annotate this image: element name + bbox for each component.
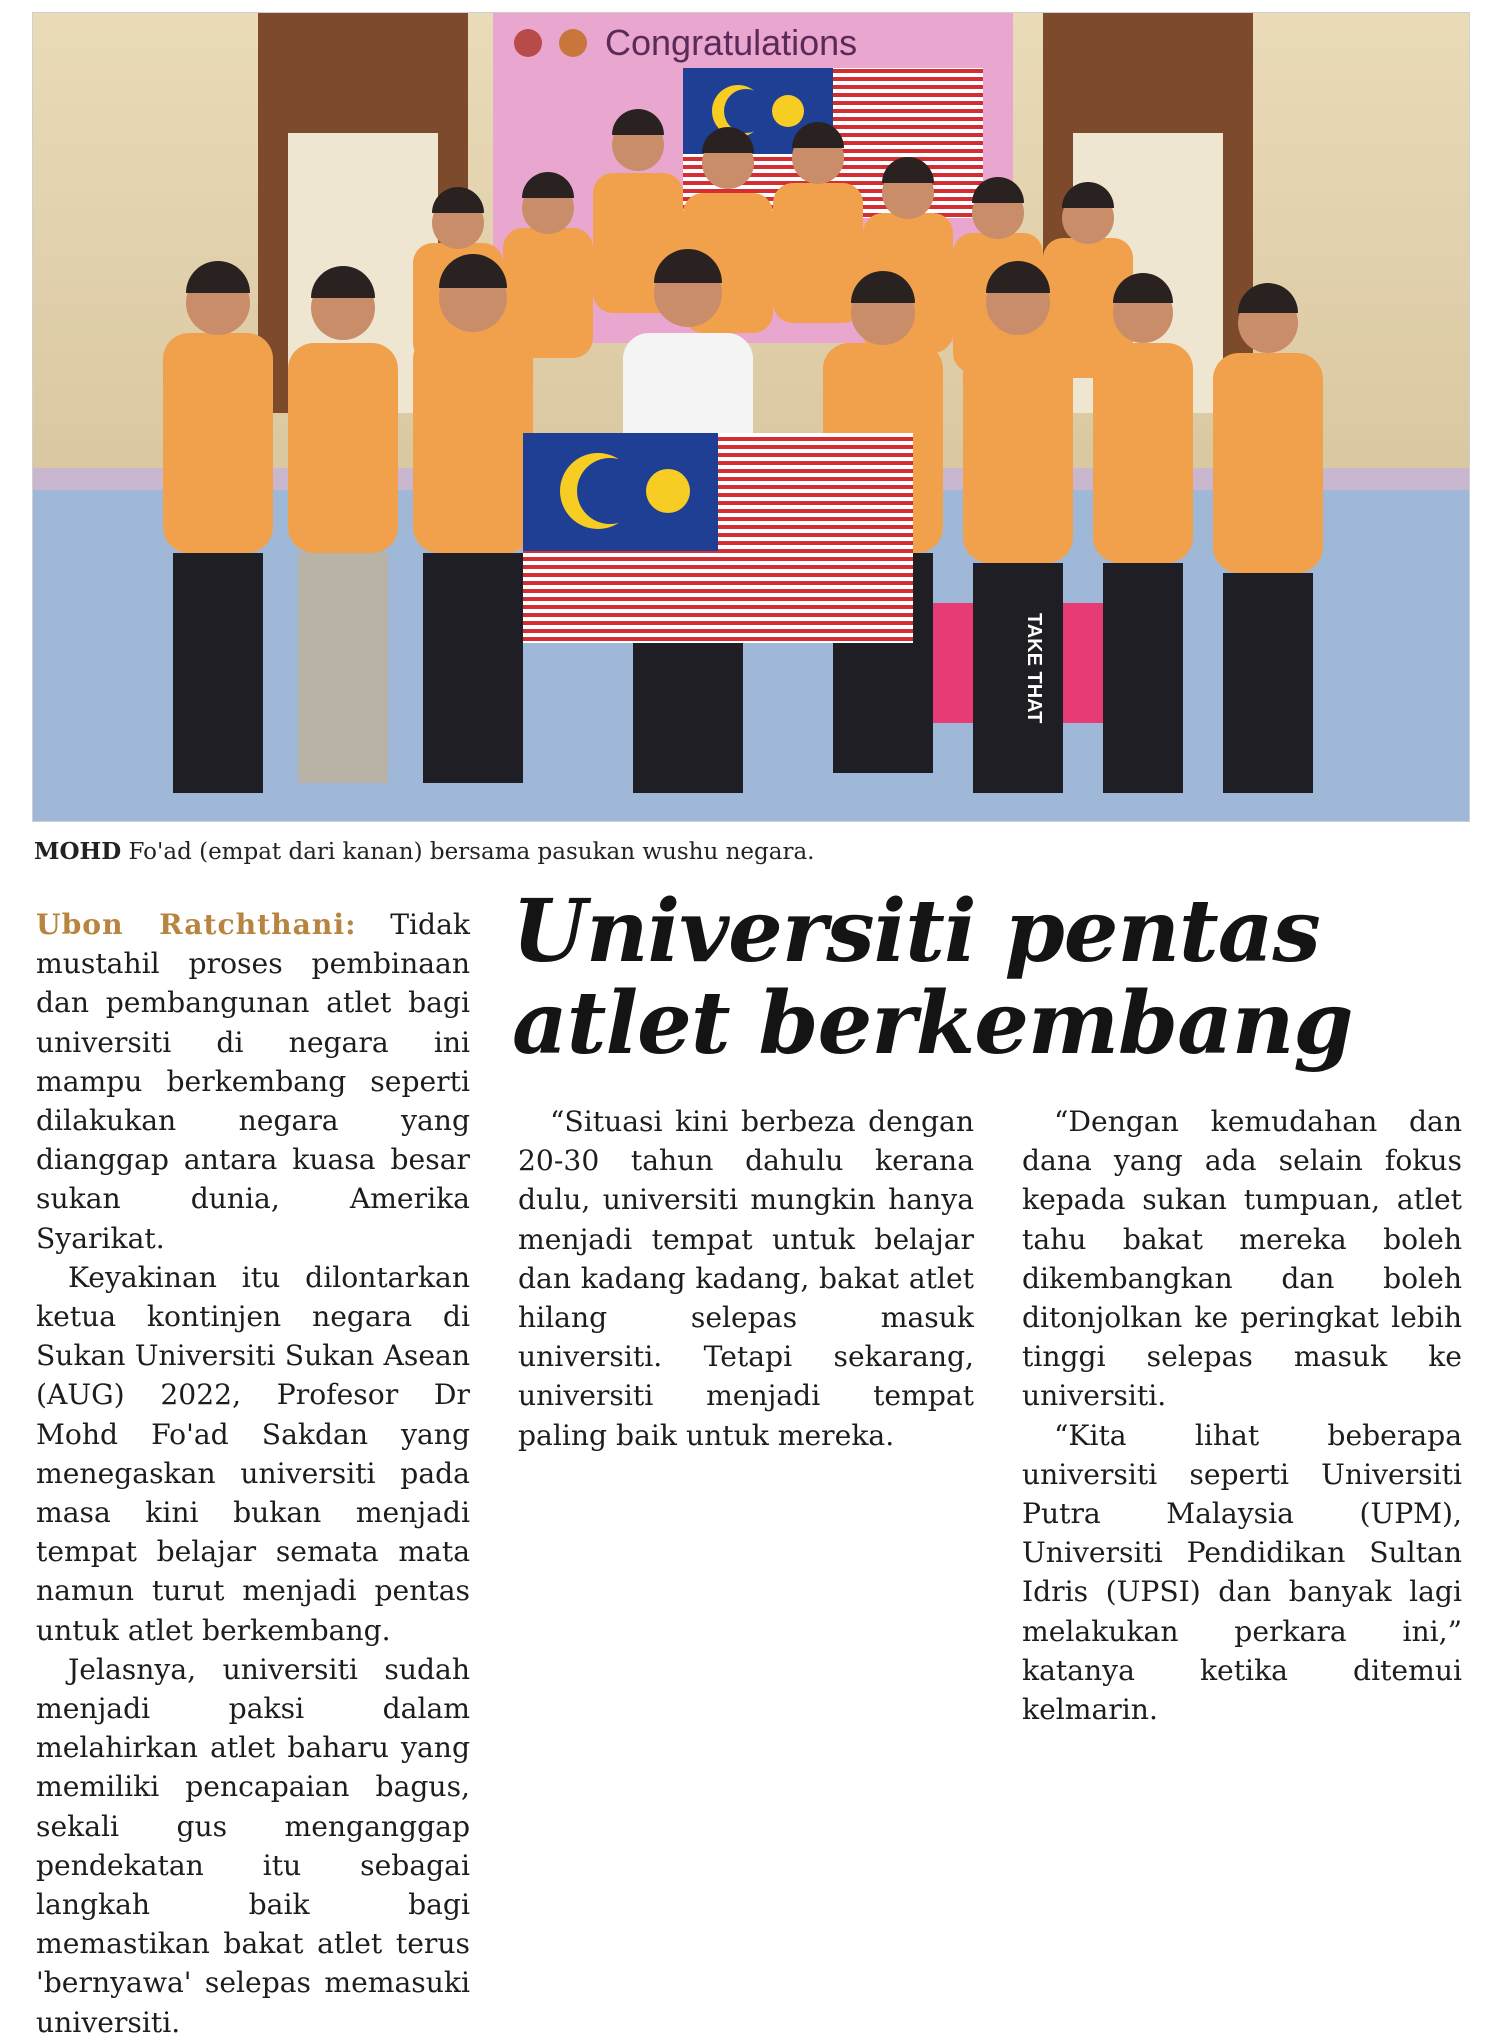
article-paragraph-1-text: Tidak mustahil proses pembinaan dan pembangunan atlet bagi universiti di negara ini mampu berkembang seperti dilakukan negara yang dianggap antara kuasa besar sukan dunia, Amerika Syarikat. xyxy=(36,908,470,1255)
dateline: Ubon Ratchthani: xyxy=(36,908,357,941)
article-column-1 xyxy=(36,905,470,2042)
photo-caption xyxy=(34,838,1474,865)
headline-line-2: atlet berkembang xyxy=(512,973,1353,1074)
headline xyxy=(512,881,1472,1074)
team-photo xyxy=(32,12,1470,822)
article-column-2 xyxy=(518,1102,974,1455)
article-paragraph-6: “Kita lihat beberapa universiti seperti Universiti Putra Malaysia (UPM), Universiti Pendidikan Sultan Idris (UPSI) dan banyak lagi melakukan perkara ini,” katanya ketika ditemui kelmarin. xyxy=(1022,1418,1462,1727)
headline-line-1: Universiti pentas xyxy=(512,881,1320,982)
banner-text: Congratulations xyxy=(605,22,858,63)
caption-text: Fo'ad (empat dari kanan) bersama pasukan wushu negara. xyxy=(121,839,815,865)
jacket-text: TAKE THAT xyxy=(1023,613,1045,724)
article-paragraph-4: “Situasi kini berbeza dengan 20-30 tahun dahulu kerana dulu, universiti mungkin hanya menjadi tempat untuk belajar dan kadang kadang, bakat atlet hilang selepas masuk universiti. Tetapi sekarang, universiti menjadi tempat paling baik untuk mereka. xyxy=(518,1105,974,1452)
article-paragraph-2: Keyakinan itu dilontarkan ketua kontinjen negara di Sukan Universiti Sukan Asean (AUG) 2022, Profesor Dr Mohd Fo'ad Sakdan yang menegaskan universiti pada masa kini bukan menjadi tempat belajar semata mata namun turut menjadi pentas untuk atlet berkembang. xyxy=(36,1260,470,1647)
article-paragraph-1 xyxy=(36,905,470,1258)
article-column-3 xyxy=(1022,1102,1462,1729)
front-flag xyxy=(523,433,913,643)
article-paragraph-5: “Dengan kemudahan dan dana yang ada selain fokus kepada sukan tumpuan, atlet tahu bakat mereka boleh dikembangkan dan boleh ditonjolkan ke peringkat lebih tinggi selepas masuk ke universiti. xyxy=(1022,1105,1462,1413)
team-photo-illustration xyxy=(33,13,1469,821)
caption-lead: MOHD xyxy=(34,838,122,865)
article-paragraph-3: Jelasnya, universiti sudah menjadi paksi dalam melahirkan atlet baharu yang memiliki pencapaian bagus, sekali gus menganggap pendekatan itu sebagai langkah baik bagi memastikan bakat atlet terus 'bernyawa' selepas memasuki universiti. xyxy=(36,1652,470,2039)
